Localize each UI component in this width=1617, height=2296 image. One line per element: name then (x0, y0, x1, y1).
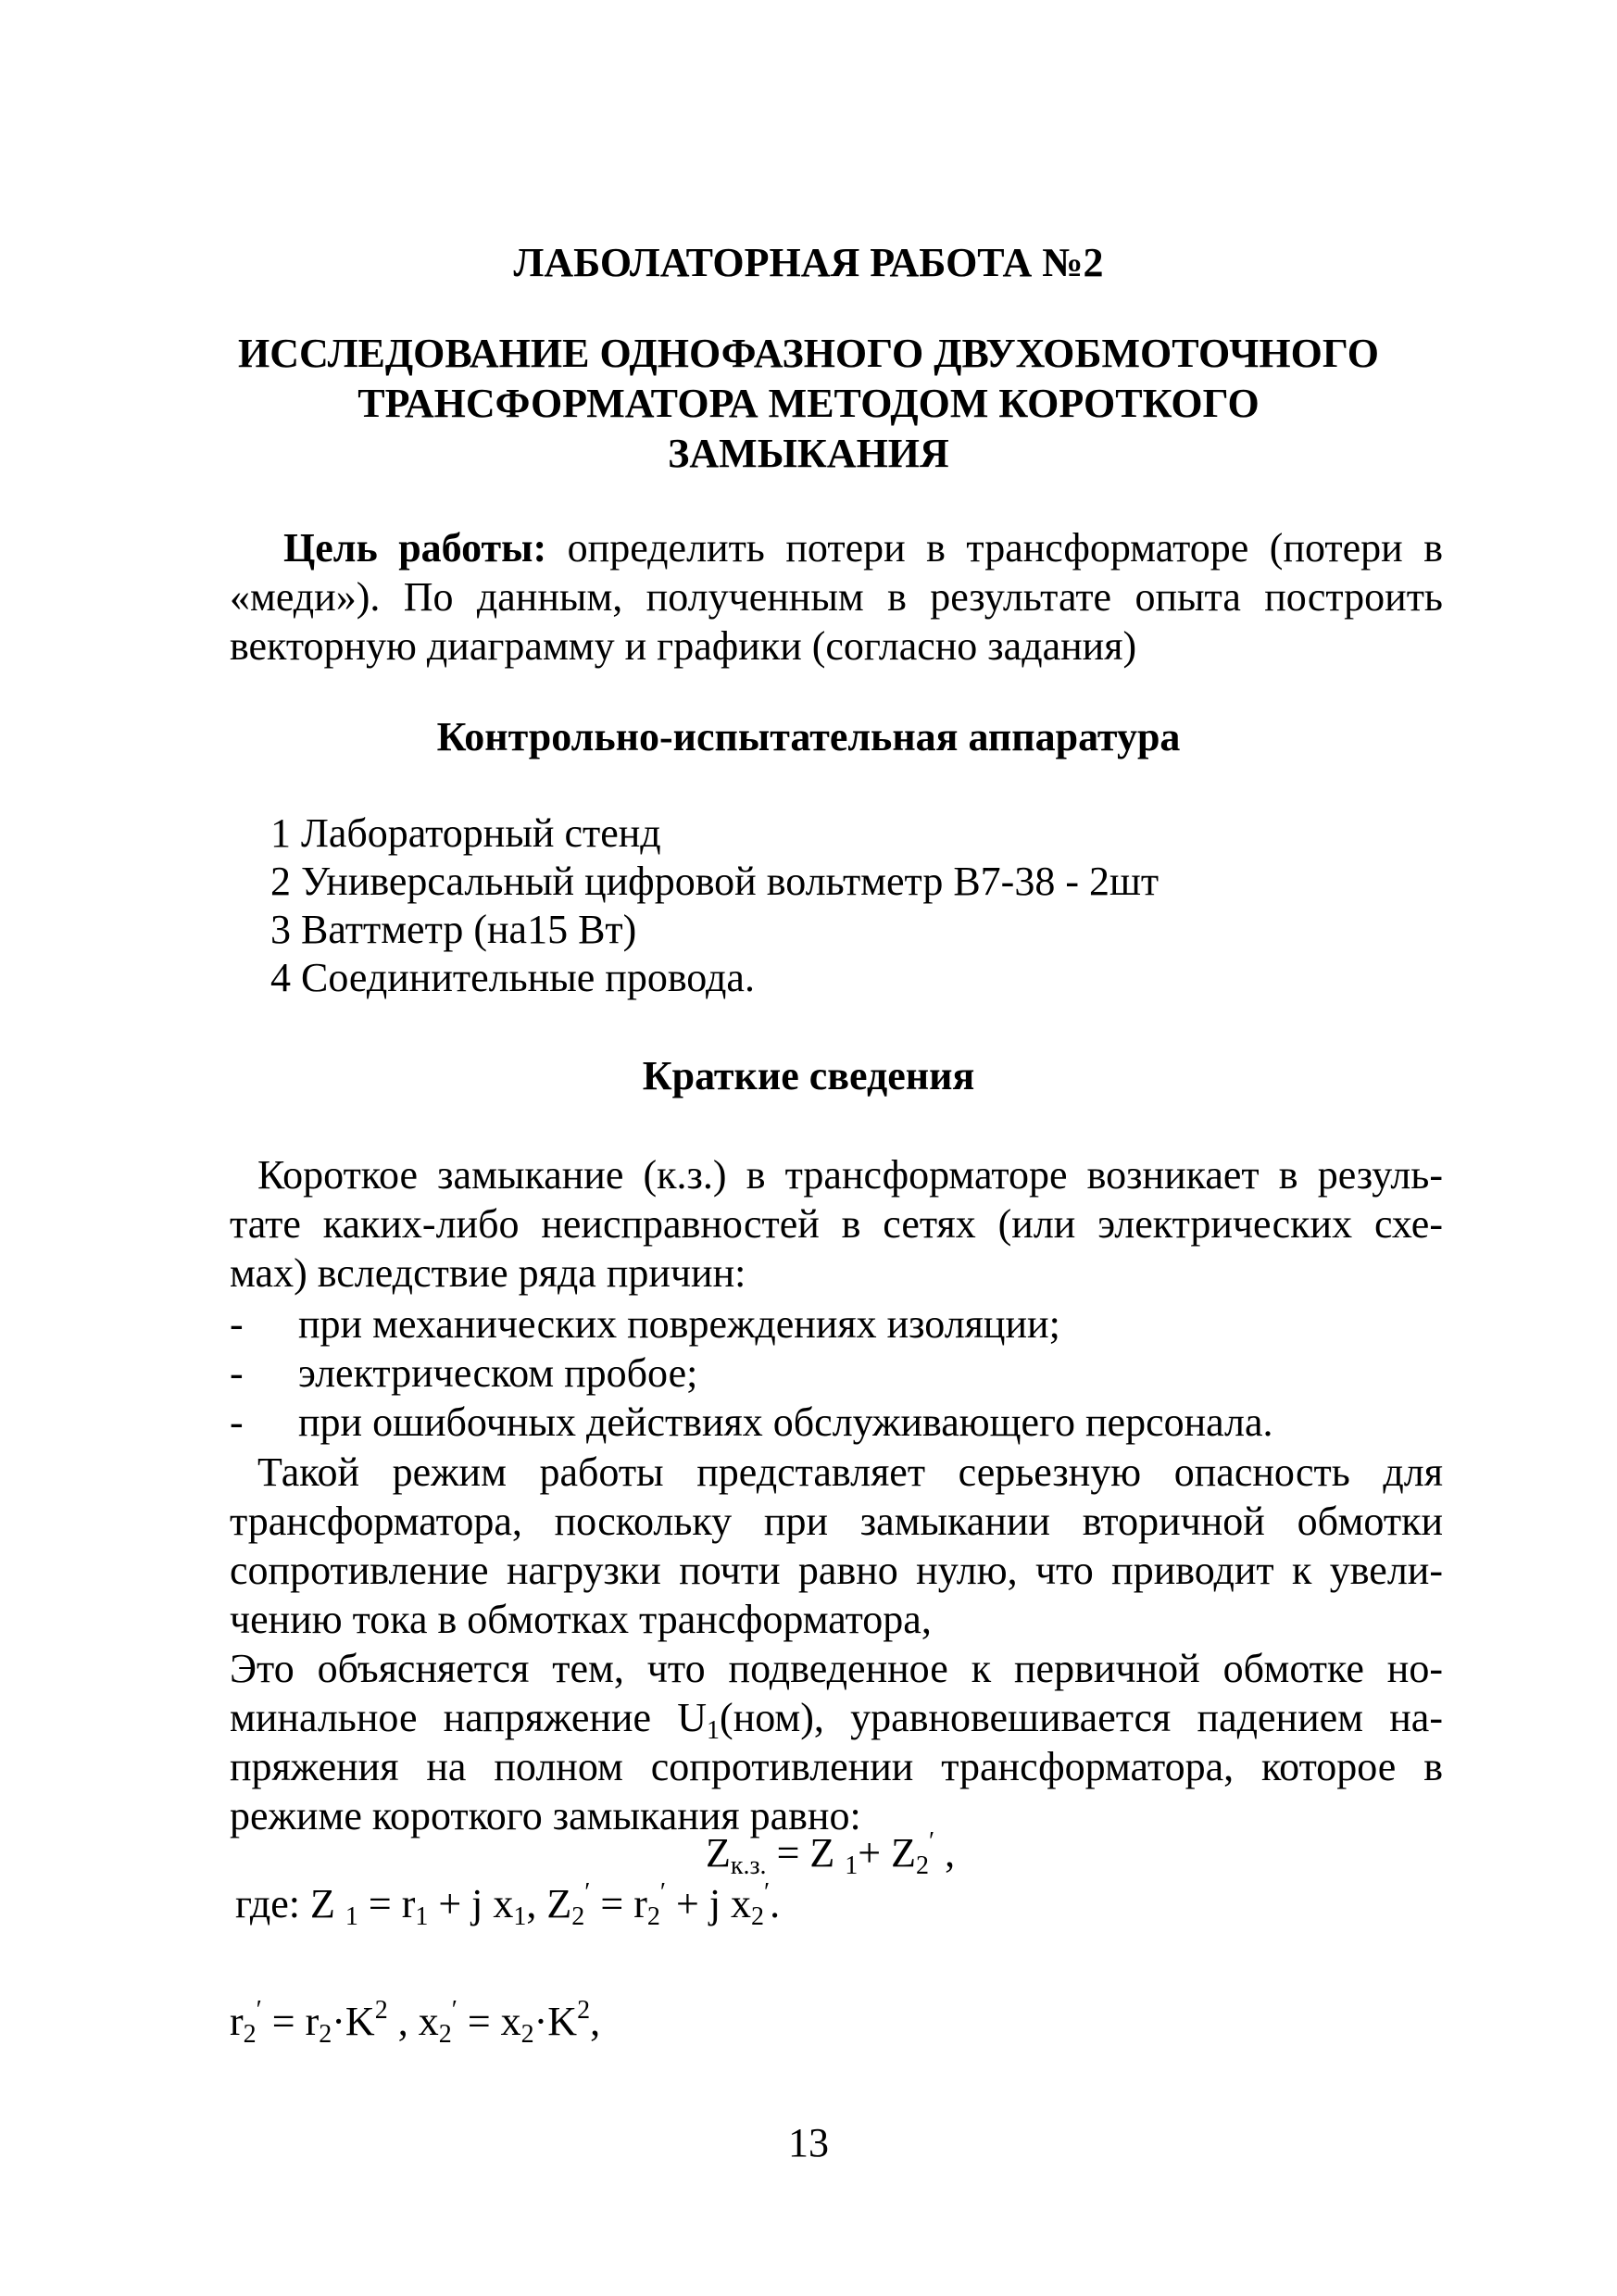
where-comma: , Z (526, 1881, 572, 1926)
where-z2-sub: 2 (571, 1902, 585, 1931)
where-eq-2: = r (590, 1881, 647, 1926)
reduced-x-sub: 2 (438, 2020, 452, 2049)
reduced-sq-1: 2 (374, 1996, 388, 2025)
para2-line-3: сопротивление нагрузки почти равно нулю, что приводит к увели- (230, 1548, 1443, 1593)
zk-end: , (934, 1830, 956, 1876)
goal-line-1 (230, 523, 1443, 572)
where-r2-sub: 2 (646, 1902, 660, 1931)
para3-line-2-start: минальное напряжение U (230, 1695, 708, 1740)
where-x-sub: 1 (513, 1902, 527, 1931)
where-plus-2: + j x (666, 1881, 752, 1926)
formula-reduced (230, 1996, 601, 2049)
lab-title: ЛАБОЛАТОРНАЯ РАБОТА №2 (513, 240, 1104, 285)
goal-line-3: векторную диаграмму и графики (согласно задания) (230, 623, 1137, 669)
where-x2-prime: ′ (764, 1878, 771, 1907)
formula-where (235, 1878, 781, 1931)
bullet-item-1: при механических повреждениях изоляции; (298, 1301, 1060, 1347)
where-r-sub: 1 (415, 1902, 429, 1931)
subtitle-line-3: ЗАМЫКАНИЯ (668, 431, 949, 476)
bullet-item-2: электрическом пробое; (298, 1350, 698, 1396)
goal-line-2: «меди»). По данным, полученным в результате опыта построить (230, 574, 1443, 620)
summary-paragraph-1 (230, 1150, 1443, 1298)
summary-paragraph-3 (230, 1644, 1443, 1840)
bullet-marker-1: - (230, 1301, 244, 1347)
equipment-item-2: 2 Универсальный цифровой вольтметр В7-38 - 2шт (270, 859, 1159, 904)
summary-paragraph-2 (230, 1448, 1443, 1644)
subtitle-line-1: ИССЛЕДОВАНИЕ ОДНОФАЗНОГО ДВУХОБМОТОЧНОГО (238, 331, 1379, 376)
goal-label: Цель работы: (283, 525, 547, 571)
subtitle-line-2: ТРАНСФОРМАТОРА МЕТОДОМ КОРОТКОГО (357, 381, 1260, 426)
para2-line-1: Такой режим работы представляет серьезную опасность для (257, 1449, 1443, 1495)
where-z2-prime: ′ (584, 1878, 591, 1907)
formula-zk (706, 1827, 956, 1880)
para2-line-2: трансформатора, поскольку при замыкании вторичной обмотки (230, 1499, 1443, 1544)
where-end: . (770, 1881, 781, 1926)
reduced-r: r (230, 1999, 244, 2044)
bullet-marker-2: - (230, 1350, 244, 1396)
reduced-end: , (590, 1999, 601, 2044)
reduced-mid: , x (387, 1999, 439, 2044)
where-plus-1: + j x (428, 1881, 514, 1926)
equipment-heading: Контрольно-испытательная аппаратура (436, 714, 1181, 759)
u1-subscript: 1 (707, 1716, 721, 1745)
bullet-marker-3: - (230, 1399, 244, 1445)
reduced-x-prime: ′ (451, 1996, 458, 2025)
goal-paragraph (230, 523, 1443, 671)
reduced-r-prime: ′ (256, 1996, 262, 2025)
summary-heading: Краткие сведения (642, 1053, 975, 1098)
equipment-item-4: 4 Соединительные провода. (270, 955, 755, 1000)
zk-eq: = Z (766, 1830, 846, 1876)
where-r2-prime: ′ (659, 1878, 666, 1907)
zk-sub-1: 1 (845, 1851, 859, 1880)
para2-line-4: чению тока в обмотках трансформатора, (230, 1597, 932, 1642)
reduced-r-sub: 2 (243, 2020, 257, 2049)
para1-line-1: Короткое замыкание (к.з.) в трансформаторе возникает в резуль- (257, 1152, 1443, 1198)
para1-line-3: мах) вследствие ряда причин: (230, 1250, 746, 1296)
zk-prime: ′ (928, 1827, 935, 1856)
zk-plus: + Z (858, 1830, 916, 1876)
where-sub-1: 1 (345, 1902, 358, 1931)
zk-Z: Z (706, 1830, 731, 1876)
equipment-item-3: 3 Ваттметр (на15 Вт) (270, 907, 637, 952)
where-label: где: Z (235, 1881, 345, 1926)
reduced-eq-2: = x (457, 1999, 521, 2044)
para3-line-2-end: (ном), уравновешивается падением на- (720, 1695, 1443, 1740)
equipment-item-1: 1 Лабораторный стенд (270, 810, 661, 856)
reduced-x2-sub: 2 (520, 2020, 534, 2049)
reduced-sq-2: 2 (577, 1996, 591, 2025)
zk-sub-kz: к.з. (730, 1851, 767, 1880)
reduced-r2-sub: 2 (319, 2020, 332, 2049)
goal-line-1-text: определить потери в трансформаторе (потери в (546, 525, 1444, 571)
bullet-item-3: при ошибочных действиях обслуживающего персонала. (298, 1399, 1273, 1445)
zk-sub-2: 2 (915, 1851, 929, 1880)
para3-line-2 (230, 1693, 1443, 1745)
para1-line-2: тате каких-либо неисправностей в сетях (или электрических схе- (230, 1201, 1443, 1247)
reduced-dot-1: ·K (332, 1999, 375, 2044)
where-x2-sub: 2 (751, 1902, 765, 1931)
where-eq-1: = r (357, 1881, 416, 1926)
reduced-eq-1: = r (261, 1999, 320, 2044)
para3-line-3: пряжения на полном сопротивлении трансформатора, которое в (230, 1744, 1443, 1789)
para3-line-4: режиме короткого замыкания равно: (230, 1793, 861, 1838)
page-number: 13 (788, 2120, 829, 2165)
para3-line-1: Это объясняется тем, что подведенное к первичной обмотке но- (230, 1646, 1443, 1691)
reduced-dot-2: ·K (533, 1999, 578, 2044)
